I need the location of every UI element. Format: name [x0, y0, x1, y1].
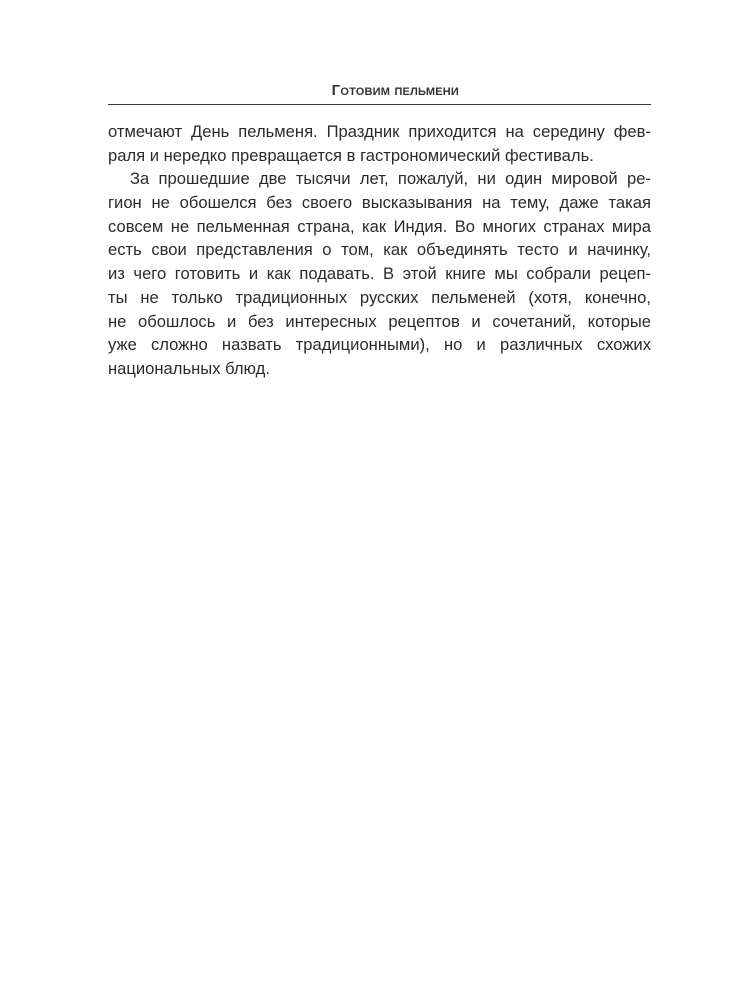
- text-line: раля и нередко превращается в гастрономический фестиваль.: [108, 145, 594, 165]
- body-text: [108, 120, 651, 381]
- text-line: отмечают День пельменя. Праздник приходится на середину фев-: [108, 122, 651, 141]
- text-line: есть свои представления о том, как объединять тесто и начинку,: [108, 240, 651, 260]
- text-line: из чего готовить и как подавать. В этой книге мы собрали рецеп-: [108, 264, 651, 284]
- text-line: уже сложно назвать традиционными), но и различных схожих: [108, 335, 651, 355]
- text-line: гион не обошелся без своего высказывания на тему, даже такая: [108, 193, 651, 213]
- text-line: За прошедшие две тысячи лет, пожалуй, ни один мировой ре-: [130, 169, 651, 189]
- paragraph: [108, 167, 651, 380]
- text-line: национальных блюд.: [108, 358, 270, 378]
- running-header: [108, 80, 651, 105]
- paragraph-continuation: [108, 120, 651, 167]
- text-line: не обошлось и без интересных рецептов и сочетаний, которые: [108, 311, 651, 331]
- text-line: совсем не пельменная страна, как Индия. Во многих странах мира: [108, 216, 651, 236]
- running-title: Готовим пельмени: [331, 82, 459, 99]
- text-line: ты не только традиционных русских пельменей (хотя, конечно,: [108, 287, 651, 307]
